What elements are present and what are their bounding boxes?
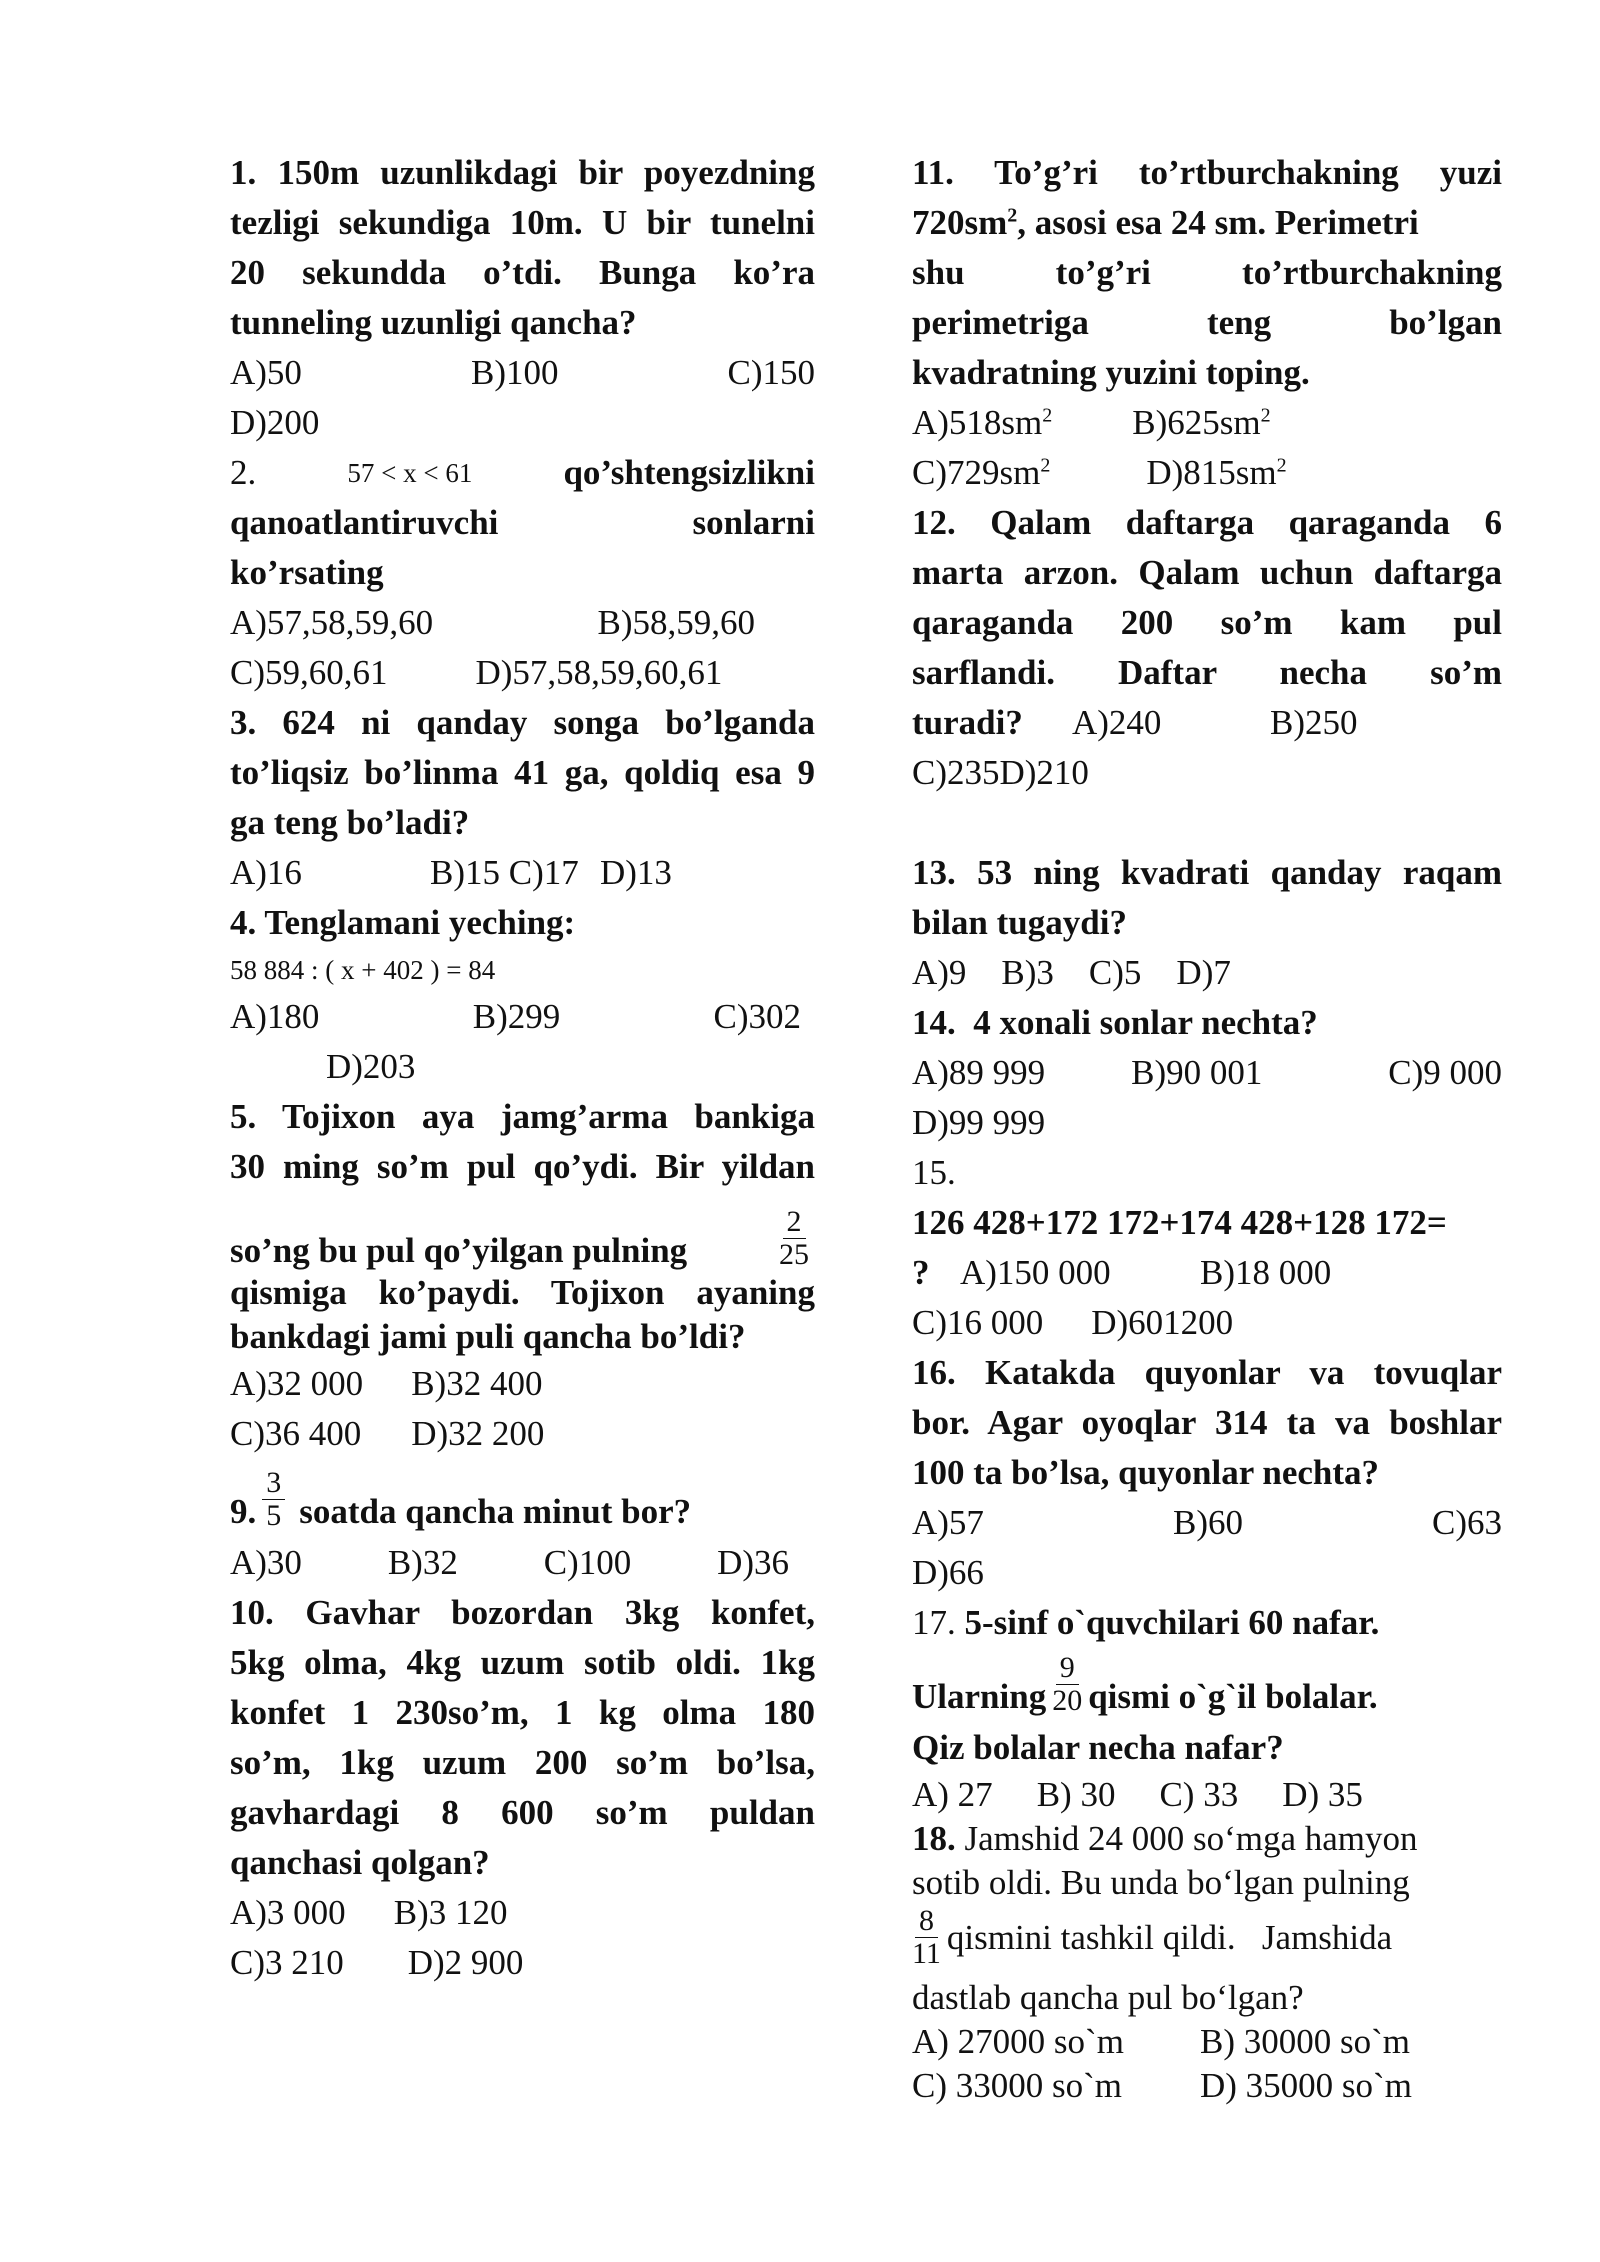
answer-option [912,448,1050,498]
answer-text: C)729sm [912,453,1041,492]
fraction-numerator: 8 [915,1905,938,1938]
answer-option: B)299 [472,997,561,1036]
question-title: 14. 4 xonali sonlar nechta? [912,1003,1318,1042]
question-18 [912,1817,1502,2108]
answer-row [230,1359,815,1409]
question-number: 18. [912,1819,956,1858]
question-2 [230,448,815,698]
question-text-line [230,498,815,548]
answer-option: B)15 C)17 [430,853,579,892]
answer-option: A)57 [912,1503,984,1542]
question-text: qanoatlantiruvchi [230,503,499,542]
answer-option: B) 30 [1036,1775,1116,1814]
answer-text: D)815sm [1146,453,1277,492]
question-text-line [912,698,1502,748]
answer-option: C) 33 [1159,1775,1239,1814]
answer-option: A)89 999 [912,1053,1046,1092]
answer-option: B)3 120 [393,1893,508,1932]
answer-option: B)18 000 [1200,1253,1332,1292]
answer-option: B)58,59,60 [597,603,755,642]
question-1 [230,148,815,448]
answer-option: C)235D)210 [912,753,1089,792]
question-text-line: 12. Qalam daftarga qaraganda 6 [912,503,1502,542]
answer-option: A) 27000 so`m [912,2022,1124,2061]
question-text-line: 1. 150m uzunlikdagi bir poyezdning [230,153,815,192]
question-text: turadi? [912,703,1023,742]
answer-option: C)3 210 [230,1943,344,1982]
answer-option: A)180 [230,997,320,1036]
question-text-line: perimetriga teng bo’lgan [912,303,1502,342]
question-text-line [230,448,815,498]
question-number: 15. [912,1153,956,1192]
question-text-line: 20 sekundda o’tdi. Bunga ko’ra [230,253,815,292]
fraction [262,1467,285,1532]
superscript: 2 [1260,404,1271,427]
question-text-line [912,198,1502,248]
superscript: 2 [1042,404,1053,427]
answer-row [230,848,815,898]
question-text: Jamshid 24 000 so‘mga hamyon [955,1819,1418,1858]
question-text: 5-sinf o`quvchilari 60 nafar. [964,1603,1380,1642]
equation-formula: 58 884 : ( x + 402 ) = 84 [230,955,496,985]
answer-option: C)63 [1432,1503,1502,1542]
answer-option: A)150 000 [960,1253,1111,1292]
answer-option: C)36 400 [230,1414,362,1453]
fraction-denominator: 20 [1052,1684,1083,1717]
answer-row [912,1048,1502,1098]
question-text-line: 11. To’g’ri to’rtburchakning yuzi [912,153,1502,192]
answer-row [912,2020,1502,2064]
answer-option: A)16 [230,853,302,892]
left-column [230,148,815,1988]
answer-option: C) 33000 so`m [912,2066,1122,2105]
question-text: sonlarni [692,503,815,542]
question-text-line: sarflandi. Daftar necha so’m [912,653,1502,692]
answer-row [912,1248,1502,1298]
question-text-line: 5. Tojixon aya jamg’arma bankiga [230,1097,815,1136]
answer-option [912,398,1052,448]
question-text: qismini tashkil qildi. Jamshida [946,1917,1393,1957]
answer-option: D)99 999 [912,1103,1046,1142]
question-text: , asosi esa 24 sm. Perimetri [1017,203,1419,242]
question-text-line: to’liqsiz bo’linma 41 ga, qoldiq esa 9 [230,753,815,792]
superscript: 2 [1007,204,1018,227]
question-10 [230,1588,815,1988]
question-text-line: 5kg olma, 4kg uzum sotib oldi. 1kg [230,1643,815,1682]
answer-row [912,1773,1502,1817]
question-text-line: tunneling uzunligi qancha? [230,303,637,342]
answer-option: B)100 [470,353,559,392]
answer-row [230,992,815,1042]
expression: 126 428+172 172+174 428+128 172= [912,1203,1447,1242]
answer-option: A)3 000 [230,1893,346,1932]
question-text-line: 30 ming so’m pul qo’ydi. Bir yildan [230,1147,815,1186]
fraction [912,1905,941,1970]
question-text-line: ko’rsating [230,553,384,592]
answer-option: A)57,58,59,60 [230,603,434,642]
question-text-line [912,1817,1502,1861]
answer-option: D)203 [326,1047,416,1086]
fraction-denominator: 11 [912,1937,941,1970]
answer-option: D) 35000 so`m [1200,2066,1412,2105]
question-16 [912,1348,1502,1598]
question-text-line: konfet 1 230so’m, 1 kg olma 180 [230,1693,815,1732]
question-text-line: bankdagi jami puli qancha bo’ldi? [230,1317,746,1356]
question-text-line: qismiga ko’paydi. Tojixon ayaning [230,1273,815,1312]
answer-option: B)32 [387,1543,458,1582]
answer-option: B)32 400 [411,1364,543,1403]
question-text-line [230,1206,815,1271]
question-text-line: qanchasi qolgan? [230,1843,490,1882]
answer-row [230,648,815,698]
answer-option: D)200 [230,403,320,442]
question-text-line: gavhardagi 8 600 so’m puldan [230,1793,815,1832]
answer-option: B)60 [1172,1503,1243,1542]
answer-option: C)302 [713,997,801,1036]
answer-option: C)9 000 [1388,1053,1502,1092]
answer-row [230,1938,815,1988]
answer-option: D)2 900 [407,1943,524,1982]
answer-option: C)150 [727,353,815,392]
question-text-line: so’m, 1kg uzum 200 so’m bo’lsa, [230,1743,815,1782]
answer-option: D)36 [717,1543,789,1582]
question-text-line: shu to’g’ri to’rtburchakning [912,253,1502,292]
question-text: 720sm [912,203,1008,242]
answer-option [1146,448,1286,498]
question-text-line: bor. Agar oyoqlar 314 ta va boshlar [912,1403,1502,1442]
question-text-line [230,1467,815,1532]
fraction [1052,1652,1082,1717]
question-12 [912,498,1502,798]
question-text-line: tezligi sekundiga 10m. U bir tunelni [230,203,815,242]
answer-option: D)32 200 [411,1414,545,1453]
inequality-formula: 57 < x < 61 [347,458,473,488]
answer-option [1132,398,1270,448]
question-number: 17. [912,1603,965,1642]
answer-option: D) 35 [1282,1775,1363,1814]
question-15 [912,1148,1502,1348]
question-text: qo’shtengsizlikni [563,453,815,492]
question-11 [912,148,1502,498]
question-text-line: ga teng bo’ladi? [230,803,470,842]
answer-row [912,1498,1502,1548]
question-text-line: Qiz bolalar necha nafar? [912,1728,1284,1767]
answer-text: A)518sm [912,403,1043,442]
question-text-line: 100 ta bo’lsa, quyonlar nechta? [912,1453,1380,1492]
answer-option: D)601200 [1091,1303,1234,1342]
question-text: so’ng bu pul qo’yilgan pulning [230,1231,688,1270]
question-text-line: sotib oldi. Bu unda bo‘lgan pulning [912,1863,1410,1902]
answer-option: C)100 [543,1543,632,1582]
answer-option: A)50 [230,353,302,392]
answer-option: D)13 [600,853,672,892]
answer-option: D)66 [912,1553,984,1592]
question-text-line: dastlab qancha pul bo‘lgan? [912,1978,1304,2017]
question-text-line [912,1598,1502,1648]
question-number: 9. [230,1492,257,1531]
question-text-line: marta arzon. Qalam uchun daftarga [912,553,1502,592]
question-text-line: 13. 53 ning kvadrati qanday raqam [912,853,1502,892]
question-13 [912,848,1502,998]
answer-row [912,448,1502,498]
answer-row [912,398,1502,448]
superscript: 2 [1276,454,1287,477]
question-text: soatda qancha minut bor? [299,1492,692,1531]
question-text: Ularning [912,1677,1047,1716]
question-9 [230,1467,815,1588]
question-17 [912,1598,1502,1817]
question-number: 2. [230,453,257,492]
question-text-line [912,1905,1502,1970]
spacer [912,798,1502,848]
fraction-denominator: 25 [779,1238,809,1271]
answer-row [230,1409,815,1459]
question-text-line: 16. Katakda quyonlar va tovuqlar [912,1353,1502,1392]
answer-option: A)240 [1072,703,1162,742]
question-text: qismi o`g`il bolalar. [1088,1677,1378,1716]
answer-row [230,598,815,648]
fraction-numerator: 3 [262,1467,285,1500]
answer-row [230,1538,815,1588]
answer-row: A)9 B)3 C)5 D)7 [912,953,1231,992]
question-4 [230,898,815,1092]
question-text-line: kvadratning yuzini toping. [912,353,1310,392]
answer-option: C)16 000 [912,1303,1044,1342]
answer-option: A) 27 [912,1775,993,1814]
answer-row [230,1888,815,1938]
answer-option: D)57,58,59,60,61 [475,653,723,692]
question-text-line: qaraganda 200 so’m kam pul [912,603,1502,642]
question-mark: ? [912,1253,930,1292]
question-14 [912,998,1502,1148]
fraction-denominator: 5 [266,1499,282,1532]
question-text-line: bilan tugaydi? [912,903,1127,942]
answer-row [230,348,815,398]
answer-option: A)30 [230,1543,302,1582]
answer-option: B)90 001 [1131,1053,1263,1092]
answer-row [912,2064,1502,2108]
question-5 [230,1092,815,1459]
answer-option: B)250 [1270,703,1358,742]
answer-row [912,1298,1502,1348]
question-3 [230,698,815,898]
question-text-line: 3. 624 ni qanday songa bo’lganda [230,703,815,742]
answer-option: C)59,60,61 [230,653,388,692]
right-column [912,148,1502,2108]
answer-option: A)32 000 [230,1364,364,1403]
answer-text: B)625sm [1132,403,1261,442]
superscript: 2 [1040,454,1051,477]
question-text-line [912,1652,1502,1717]
question-title: 4. Tenglamani yeching: [230,903,576,942]
answer-option: B) 30000 so`m [1200,2022,1410,2061]
fraction-numerator: 2 [783,1206,806,1239]
question-text-line: 10. Gavhar bozordan 3kg konfet, [230,1593,815,1632]
fraction-numerator: 9 [1056,1652,1079,1685]
fraction [779,1206,809,1271]
